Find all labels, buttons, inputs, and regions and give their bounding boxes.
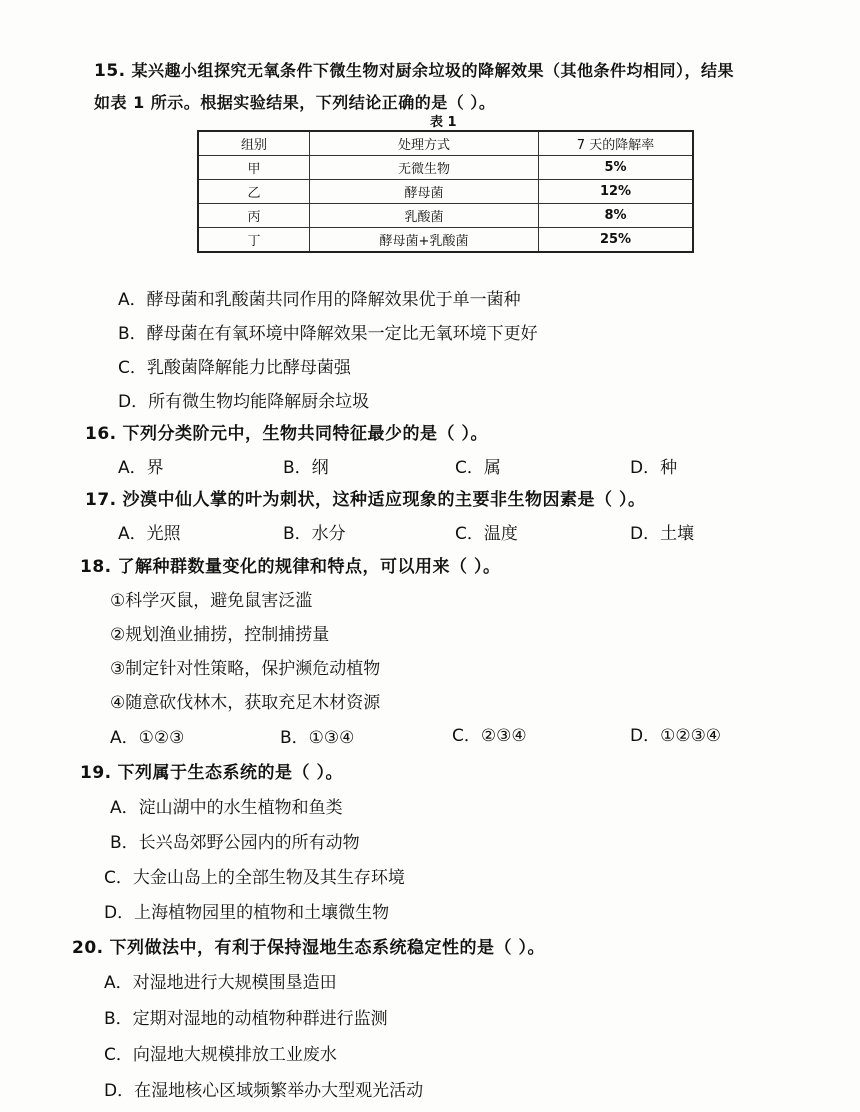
table-cell-rate: 25% bbox=[539, 228, 694, 253]
question-text: 下列属于生态系统的是（ ）。 bbox=[117, 763, 343, 783]
option-c: C．温度 bbox=[455, 524, 518, 544]
table-cell-group: 乙 bbox=[198, 180, 310, 204]
option-d: D．上海植物园里的植物和土壤微生物 bbox=[104, 903, 390, 923]
table-header-treatment: 处理方式 bbox=[310, 131, 539, 156]
list-item: ③制定针对性策略，保护濒危动植物 bbox=[110, 659, 381, 679]
option-b: B．①③④ bbox=[280, 728, 355, 748]
option-c: C．大金山岛上的全部生物及其生存环境 bbox=[104, 868, 405, 888]
question-number: 16. bbox=[85, 424, 117, 444]
table-cell-treatment: 酵母菌+乳酸菌 bbox=[310, 228, 539, 253]
option-d: D．种 bbox=[630, 458, 678, 478]
table-cell-treatment: 无微生物 bbox=[310, 156, 539, 180]
option-a: A．对湿地进行大规模围垦造田 bbox=[104, 973, 337, 993]
option-c: C．属 bbox=[455, 458, 501, 478]
question-17-stem bbox=[85, 485, 645, 510]
option-c: C．乳酸菌降解能力比酵母菌强 bbox=[118, 358, 351, 378]
question-text: 下列分类阶元中，生物共同特征最少的是（ ）。 bbox=[122, 424, 488, 444]
table-cell-treatment: 乳酸菌 bbox=[310, 204, 539, 228]
list-item: ④随意砍伐林木，获取充足木材资源 bbox=[110, 693, 381, 713]
question-number: 15. bbox=[94, 61, 126, 81]
table-row bbox=[198, 228, 693, 253]
table-caption: 表 1 bbox=[430, 115, 457, 130]
question-text: 某兴趣小组探究无氧条件下微生物对厨余垃圾的降解效果（其他条件均相同），结果 bbox=[131, 61, 735, 80]
table-header-group: 组别 bbox=[198, 131, 310, 156]
question-18-stem bbox=[80, 552, 500, 577]
question-16-stem bbox=[85, 419, 488, 444]
table-row bbox=[198, 156, 693, 180]
table-header-rate: 7 天的降解率 bbox=[539, 131, 694, 156]
table-row bbox=[198, 180, 693, 204]
option-d: D．①②③④ bbox=[630, 726, 722, 746]
list-item: ②规划渔业捕捞，控制捕捞量 bbox=[110, 625, 330, 645]
question-15-stem-line1 bbox=[94, 58, 734, 81]
option-b: B．纲 bbox=[283, 458, 329, 478]
table-cell-group: 甲 bbox=[198, 156, 310, 180]
question-text: 沙漠中仙人掌的叶为刺状，这种适应现象的主要非生物因素是（ ）。 bbox=[122, 490, 646, 510]
table-cell-group: 丁 bbox=[198, 228, 310, 253]
table-cell-group: 丙 bbox=[198, 204, 310, 228]
option-c: C．向湿地大规模排放工业废水 bbox=[104, 1045, 337, 1065]
list-item: ①科学灭鼠，避免鼠害泛滥 bbox=[110, 591, 313, 611]
option-a: A．淀山湖中的水生植物和鱼类 bbox=[110, 798, 343, 818]
option-c: C．②③④ bbox=[452, 726, 527, 746]
question-text: 下列做法中，有利于保持湿地生态系统稳定性的是（ ）。 bbox=[109, 938, 545, 958]
option-d: D．土壤 bbox=[630, 524, 695, 544]
question-15-stem-line2: 如表 1 所示。根据实验结果，下列结论正确的是（ ）。 bbox=[94, 93, 496, 112]
option-b: B．定期对湿地的动植物种群进行监测 bbox=[104, 1009, 388, 1029]
table-header-row bbox=[198, 131, 693, 156]
table-cell-rate: 5% bbox=[539, 156, 694, 180]
option-d: D．在湿地核心区域频繁举办大型观光活动 bbox=[104, 1081, 424, 1101]
option-b: B．水分 bbox=[283, 524, 346, 544]
table-row bbox=[198, 204, 693, 228]
question-text: 了解种群数量变化的规律和特点，可以用来（ ）。 bbox=[117, 557, 501, 577]
question-number: 18. bbox=[80, 557, 112, 577]
option-b: B．酵母菌在有氧环境中降解效果一定比无氧环境下更好 bbox=[118, 324, 538, 344]
option-a: A．界 bbox=[118, 458, 164, 478]
option-b: B．长兴岛郊野公园内的所有动物 bbox=[110, 833, 360, 853]
option-d: D．所有微生物均能降解厨余垃圾 bbox=[118, 392, 370, 412]
question-20-stem bbox=[72, 933, 545, 958]
table-cell-treatment: 酵母菌 bbox=[310, 180, 539, 204]
question-number: 17. bbox=[85, 490, 117, 510]
table-cell-rate: 12% bbox=[539, 180, 694, 204]
question-19-stem bbox=[80, 758, 343, 783]
question-number: 20. bbox=[72, 938, 104, 958]
option-a: A．①②③ bbox=[110, 728, 185, 748]
option-a: A．酵母菌和乳酸菌共同作用的降解效果优于单一菌种 bbox=[118, 290, 521, 310]
results-table bbox=[197, 130, 694, 253]
table-cell-rate: 8% bbox=[539, 204, 694, 228]
option-a: A．光照 bbox=[118, 524, 181, 544]
question-number: 19. bbox=[80, 763, 112, 783]
